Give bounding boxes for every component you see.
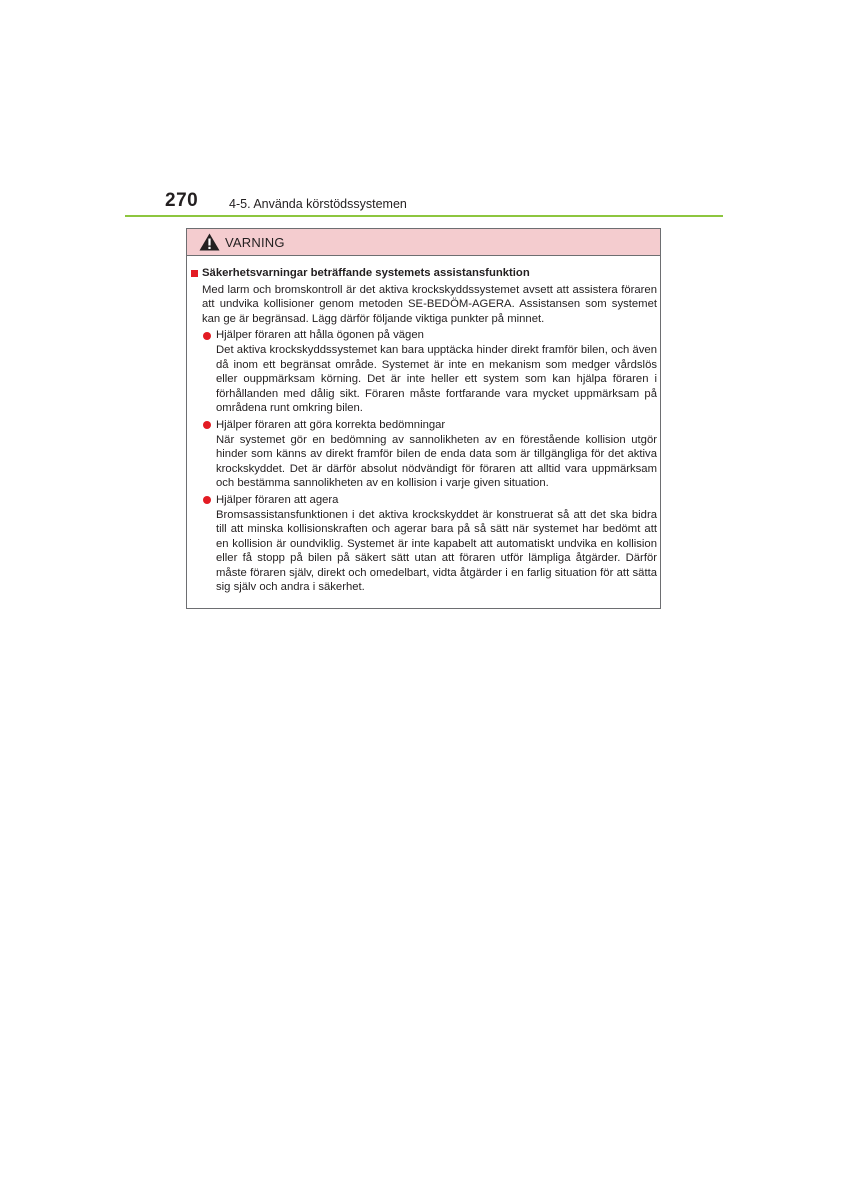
bullet-header xyxy=(191,328,657,343)
warning-body xyxy=(187,256,660,595)
warning-heading xyxy=(191,266,657,281)
bullet-title: Hjälper föraren att göra korrekta bedömningar xyxy=(216,418,446,431)
bullet-header xyxy=(191,418,657,433)
bullet-header xyxy=(191,493,657,508)
red-bullet-icon xyxy=(203,496,211,504)
bullet-text: När systemet gör en bedömning av sannolikheten av en förestående kollision utgör hinder som känns av direkt framför bilen de enda data som är tillgängliga för det aktiva krockskyddet. Det är därför absolut nödvändigt för föraren att alltid vara uppmärksam och bestämma sannolikheten av en kollision i varje given situation. xyxy=(216,433,657,490)
bullet-text: Det aktiva krockskyddssystemet kan bara upptäcka hinder direkt framför bilen, och även då inom ett begränsat område. Systemet är inte en mekanism som medger vårdslös eller ouppmärksam körning. Det är inte heller ett system som kan hjälpa föraren i förhållanden med dålig sikt. Föraren måste fortfarande vara mycket uppmärksam på områdena runt omkring bilen. xyxy=(216,343,657,415)
warning-heading-text: Säkerhetsvarningar beträffande systemets assistansfunktion xyxy=(202,267,530,279)
bullet-item xyxy=(191,418,657,491)
red-bullet-icon xyxy=(203,332,211,340)
bullet-title: Hjälper föraren att hålla ögonen på vägen xyxy=(216,329,424,342)
section-title: 4-5. Använda körstödssystemen xyxy=(229,197,407,211)
page-number: 270 xyxy=(165,190,199,211)
header-divider xyxy=(125,215,723,217)
bullet-text: Bromsassistansfunktionen i det aktiva krockskyddet är konstruerat så att det ska bidra till att minska kollisionskraften och agerar bara på så sätt när systemet har bedömt att en kollision är oundviklig. Systemet är inte kapabelt att automatiskt undvika en kollision eller få stopp på bilen på säkert sätt utan att föraren utför lämpliga åtgärder. Därför måste föraren själv, direkt och omedelbart, vidta åtgärder i en farlig situation för att sätta sig själv och andra i säkerhet. xyxy=(216,508,657,594)
bullet-item xyxy=(191,493,657,595)
warning-header xyxy=(187,229,660,256)
bullet-title: Hjälper föraren att agera xyxy=(216,493,339,506)
warning-box xyxy=(186,228,661,609)
bullet-item xyxy=(191,328,657,416)
red-bullet-icon xyxy=(203,421,211,429)
warning-intro: Med larm och bromskontroll är det aktiva krockskyddssystemet avsett att assistera föraren att undvika kollisioner genom metoden SE-BEDÖM-AGERA. Assistansen som systemet kan ge är begränsad. Lägg därför följande viktiga punkter på minnet. xyxy=(202,283,657,325)
warning-triangle-icon xyxy=(199,233,220,251)
red-square-icon xyxy=(191,270,198,277)
warning-label: VARNING xyxy=(225,234,285,250)
